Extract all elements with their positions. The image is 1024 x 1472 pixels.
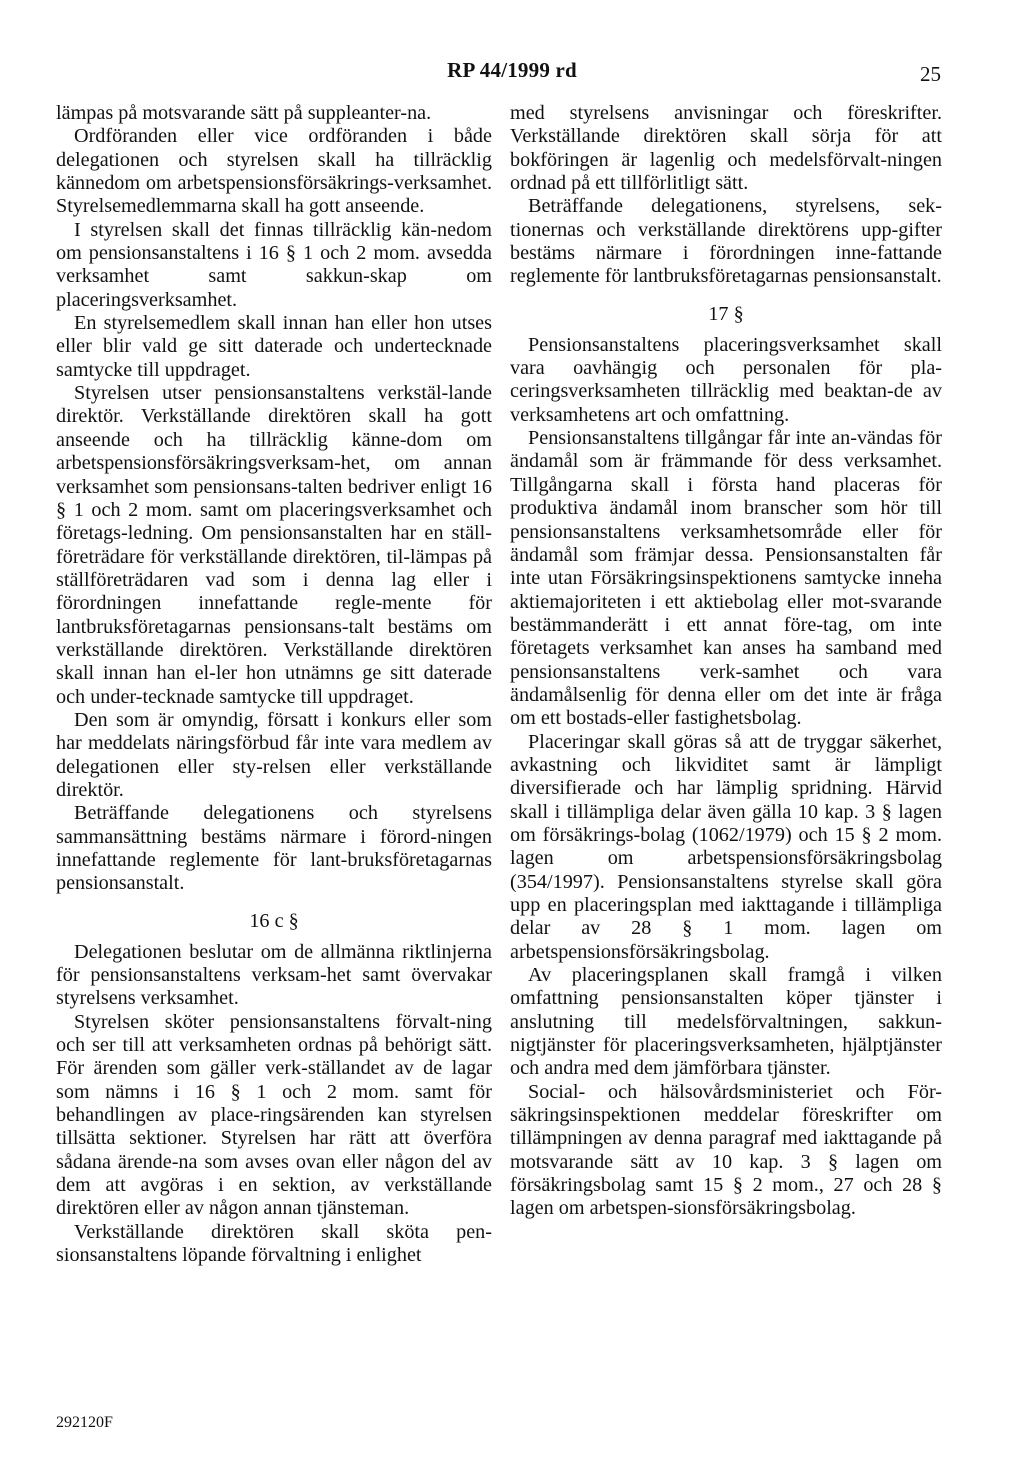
paragraph: med styrelsens anvisningar och föreskrifter. Verkställande direktören skall sörja för att bokföringen är lagenlig och medelsförvalt-ningen ordnad på ett tillförlitligt sätt.	[510, 102, 942, 195]
paragraph: lämpas på motsvarande sätt på suppleanter-na.	[56, 102, 432, 124]
section-heading: 17 §	[708, 302, 744, 325]
paragraph: Placeringar skall göras så att de tryggar säkerhet, avkastning och likviditet samt är lämpligt diversifierade och har lämplig spridning. Härvid skall i tillämpliga delar även gälla 10 kap. 3 § lagen om försäkrings-bolag (1062/1979) och 15 § 2 mom. lagen om arbetspensionsförsäkringsbolag (354/1997). Pensionsanstaltens styrelse skall göra upp en placeringsplan med iakttagande i tillämpliga delar av 28 § 1 mom. lagen om arbetspensionsförsäkringsbolag.	[510, 730, 942, 963]
paragraph: Styrelsen utser pensionsanstaltens verkstäl-lande direktör. Verkställande direktören skall ha gott anseende och ha tillräcklig känne-dom om arbetspensionsförsäkringsverksam-het, om annan verksamhet som pensionsans-talten bedriver enligt 16 § 1 och 2 mom. samt om placeringsverksamhet och företags-ledning. Om pensionsanstalten har en ställ-företrädare för verkställande direktören, til-lämpas på ställföreträdaren vad som i denna lag eller i förordningen innefattande regle-mente för lantbruksföretagarnas pensionsans-talt bestäms om verkställande direktören. Verkställande direktören skall innan han el-ler hon utnämns ge sitt daterade och under-tecknade samtycke till uppdraget.	[56, 382, 492, 708]
section-heading: 16 c §	[249, 909, 299, 932]
paragraph: Verkställande direktören skall sköta pen-sionsanstaltens löpande förvaltning i enlighet	[56, 1220, 492, 1267]
right-column	[510, 102, 942, 1221]
paragraph: Styrelsen sköter pensionsanstaltens förvalt-ning och ser till att verksamheten ordnas på behörigt sätt. För ärenden som gäller verk-ställandet av de lagar som nämns i 16 § 1 och 2 mom. samt för behandlingen av place-ringsärenden kan styrelsen tillsätta sektioner. Styrelsen har rätt att överföra sådana ärende-na som avses ovan eller någon del av dem att avgöras i en sektion, av verkställande direktören eller av någon annan tjänsteman.	[56, 1010, 492, 1220]
paragraph: Beträffande delegationens, styrelsens, sek-tionernas och verkställande direktörens upp-gifter bestäms närmare i förordningen inne-fattande reglemente för lantbruksföretagarnas pensionsanstalt.	[510, 195, 942, 288]
paragraph: Pensionsanstaltens placeringsverksamhet skall vara oavhängig och personalen för pla-ceringsverksamheten tillräcklig med beaktan-de av verksamhetens art och omfattning.	[510, 333, 942, 426]
footer-code: 292120F	[56, 1414, 113, 1431]
paragraph: Den som är omyndig, försatt i konkurs eller som har meddelats näringsförbud får inte vara medlem av delegationen eller sty-relsen eller verkställande direktör.	[56, 708, 492, 801]
page-number: 25	[920, 62, 941, 86]
paragraph: Beträffande delegationens och styrelsens sammansättning bestäms närmare i förord-ningen innefattande reglemente för lant-bruksföretagarnas pensionsanstalt.	[56, 802, 492, 895]
document-header-title: RP 44/1999 rd	[447, 58, 577, 82]
paragraph: En styrelsemedlem skall innan han eller hon utses eller blir vald ge sitt daterade och undertecknade samtycke till uppdraget.	[56, 312, 492, 381]
paragraph: Pensionsanstaltens tillgångar får inte an-vändas för ändamål som är främmande för dess verksamhet. Tillgångarna skall i första hand placeras för produktiva ändamål inom branscher som hör till pensionsanstaltens verksamhetsområde eller för ändamål som främjar dessa. Pensionsanstalten får inte utan Försäkringsinspektionens samtycke inneha aktiemajoriteten i ett aktiebolag eller mot-svarande bestämmanderätt i ett annat före-tag, om inte företagets verksamhet kan anses ha samband med pensionsanstaltens verk-samhet och vara ändamålsenlig för denna eller om det inte är fråga om ett bostads-eller fastighetsbolag.	[510, 427, 942, 730]
paragraph: Social- och hälsovårdsministeriet och För-säkringsinspektionen meddelar föreskrifter om tillämpningen av denna paragraf med iakttagande på motsvarande sätt av 10 kap. 3 § lagen om försäkringsbolag samt 15 § 2 mom., 27 och 28 § lagen om arbetspen-sionsförsäkringsbolag.	[510, 1080, 942, 1220]
paragraph: I styrelsen skall det finnas tillräcklig kän-nedom om pensionsanstaltens i 16 § 1 och 2 mom. avsedda verksamhet samt sakkun-skap om placeringsverksamhet.	[56, 218, 492, 311]
paragraph: Delegationen beslutar om de allmänna riktlinjerna för pensionsanstaltens verksam-het samt övervakar styrelsens verksamhet.	[56, 940, 492, 1010]
paragraph: Av placeringsplanen skall framgå i vilken omfattning pensionsanstalten köper tjänster i anslutning till medelsförvaltningen, sakkun-nigtjänster för placeringsverksamheten, hjälptjänster och andra med dem jämförbara tjänster.	[510, 964, 942, 1080]
paragraph: Ordföranden eller vice ordföranden i både delegationen och styrelsen skall ha tillräcklig kännedom om arbetspensionsförsäkrings-verksamhet. Styrelsemedlemmarna skall ha gott anseende.	[56, 125, 492, 218]
left-column	[56, 102, 492, 1268]
